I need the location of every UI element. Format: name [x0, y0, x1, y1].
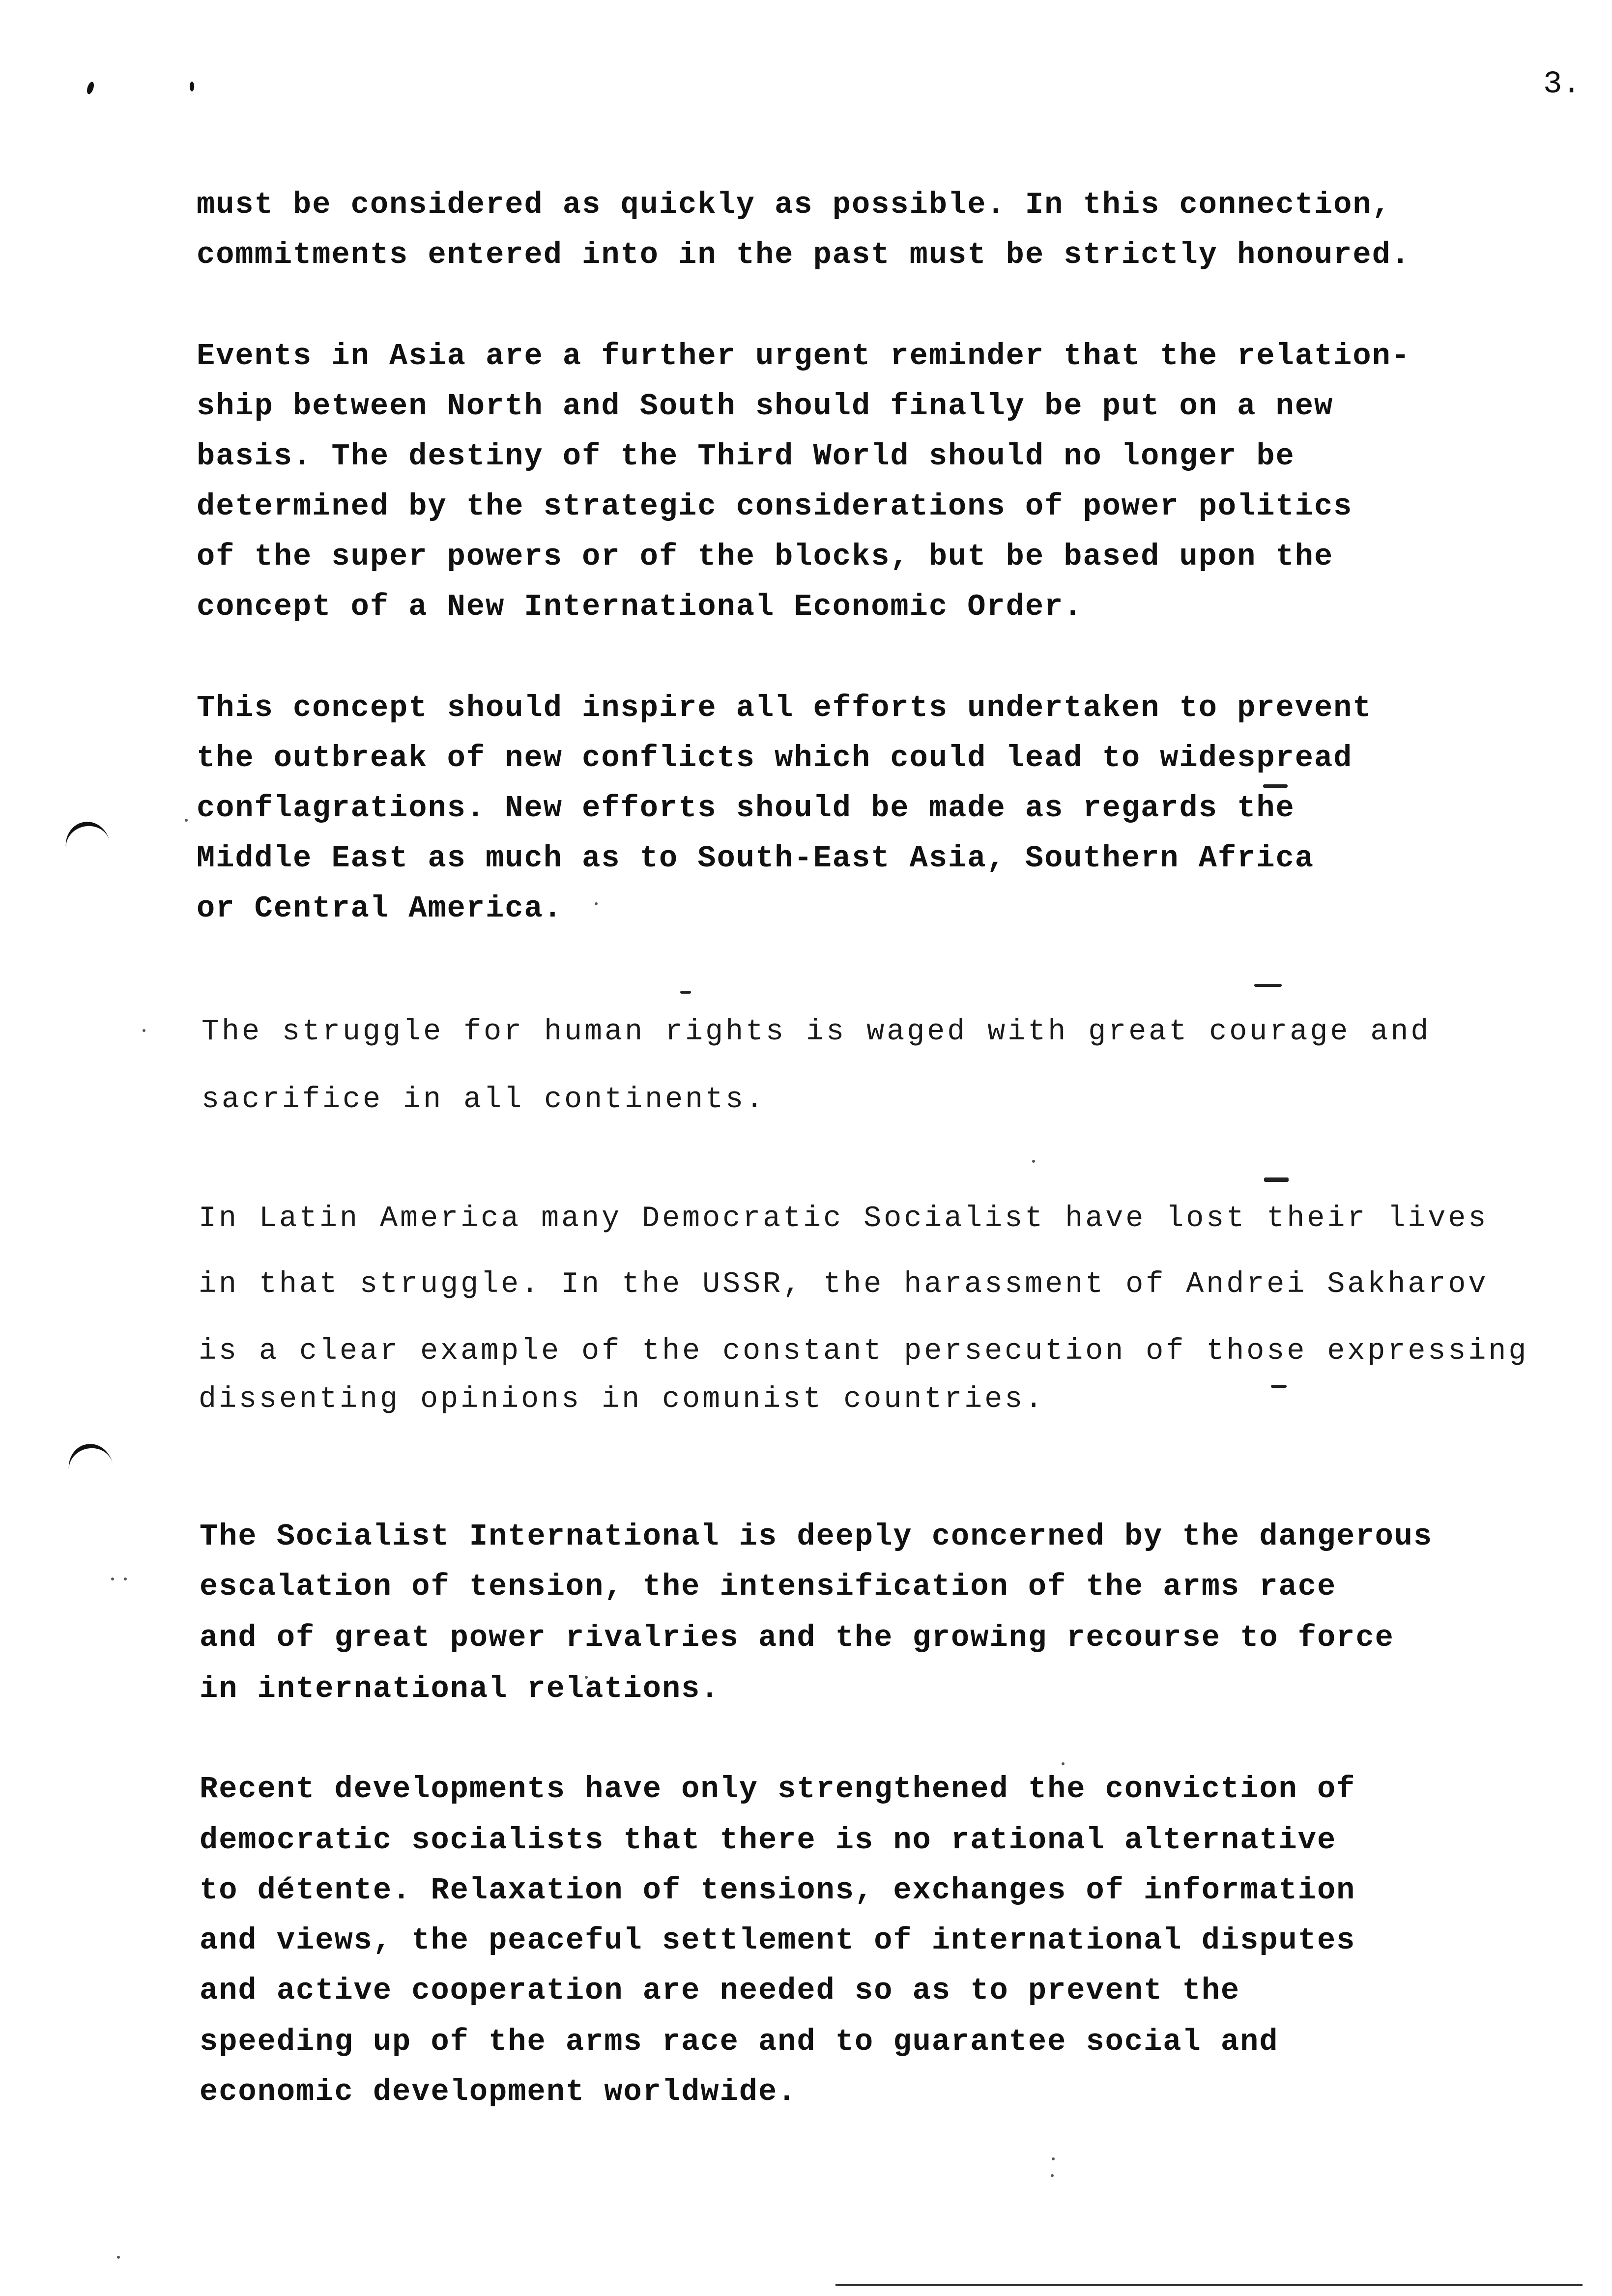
speck-mark: [143, 1029, 145, 1032]
speck-mark: [595, 902, 598, 905]
ink-dash: [680, 991, 691, 994]
text-line: must be considered as quickly as possible. In this connection,: [197, 187, 1391, 222]
text-line: Events in Asia are a further urgent reminder that the relation-: [197, 339, 1410, 373]
ink-mark: [86, 81, 95, 95]
text-line: Recent developments have only strengthened the conviction of: [200, 1772, 1356, 1807]
text-line: and views, the peaceful settlement of international disputes: [200, 1923, 1356, 1958]
text-line: in international relations.: [200, 1671, 720, 1706]
ink-dash: [1263, 784, 1288, 788]
ink-dash: [1254, 984, 1282, 987]
text-line: In Latin America many Democratic Socialist have lost their lives: [199, 1202, 1489, 1235]
text-line: speeding up of the arms race and to guarantee social and: [200, 2024, 1279, 2059]
text-line: escalation of tension, the intensification of the arms race: [200, 1569, 1337, 1604]
text-line: basis. The destiny of the Third World should no longer be: [197, 439, 1295, 474]
ink-mark: [190, 82, 194, 91]
speck-mark: [1032, 1160, 1035, 1163]
text-line: of the super powers or of the blocks, but be based upon the: [197, 539, 1334, 574]
text-line: sacrifice in all continents.: [202, 1083, 766, 1117]
speck-mark: [1062, 1762, 1065, 1765]
text-line: democratic socialists that there is no rational alternative: [200, 1823, 1337, 1858]
text-line: economic development worldwide.: [200, 2074, 797, 2109]
text-line: dissenting opinions in comunist countries.: [199, 1383, 1045, 1416]
text-line: and active cooperation are needed so as to prevent the: [200, 1973, 1240, 2008]
hole-punch-mark: [61, 818, 115, 875]
speck-mark: [1051, 2174, 1054, 2177]
text-line: Middle East as much as to South-East Asia, Southern Africa: [197, 841, 1314, 876]
text-line: This concept should inspire all efforts undertaken to prevent: [197, 690, 1372, 725]
text-line: and of great power rivalries and the growing recourse to force: [200, 1620, 1394, 1655]
text-line: in that struggle. In the USSR, the harassment of Andrei Sakharov: [199, 1268, 1489, 1301]
hole-punch-mark: [64, 1440, 118, 1497]
page-number: 3.: [1543, 67, 1581, 102]
text-line: ship between North and South should finally be put on a new: [197, 389, 1334, 424]
text-line: or Central America.: [197, 891, 563, 926]
text-line: conflagrations. New efforts should be made as regards the: [197, 791, 1295, 826]
text-line: The Socialist International is deeply concerned by the dangerous: [200, 1519, 1433, 1554]
ink-dash: [1264, 1177, 1289, 1182]
speck-mark: [185, 819, 188, 822]
speck-mark: [1052, 2157, 1055, 2160]
speck-mark: [124, 1578, 127, 1580]
text-line: commitments entered into in the past must be strictly honoured.: [197, 237, 1410, 272]
text-line: concept of a New International Economic Order.: [197, 589, 1083, 624]
text-line: is a clear example of the constant persecution of those expressing: [199, 1335, 1529, 1368]
text-line: to détente. Relaxation of tensions, exchanges of information: [200, 1873, 1356, 1908]
text-line: The struggle for human rights is waged with great courage and: [202, 1015, 1431, 1049]
text-line: the outbreak of new conflicts which could lead to widespread: [197, 741, 1353, 775]
speck-mark: [117, 2256, 120, 2259]
text-line: determined by the strategic considerations of power politics: [197, 489, 1353, 524]
ink-dash: [1271, 1385, 1287, 1388]
bottom-rule: [835, 2284, 1583, 2286]
speck-mark: [111, 1578, 114, 1580]
